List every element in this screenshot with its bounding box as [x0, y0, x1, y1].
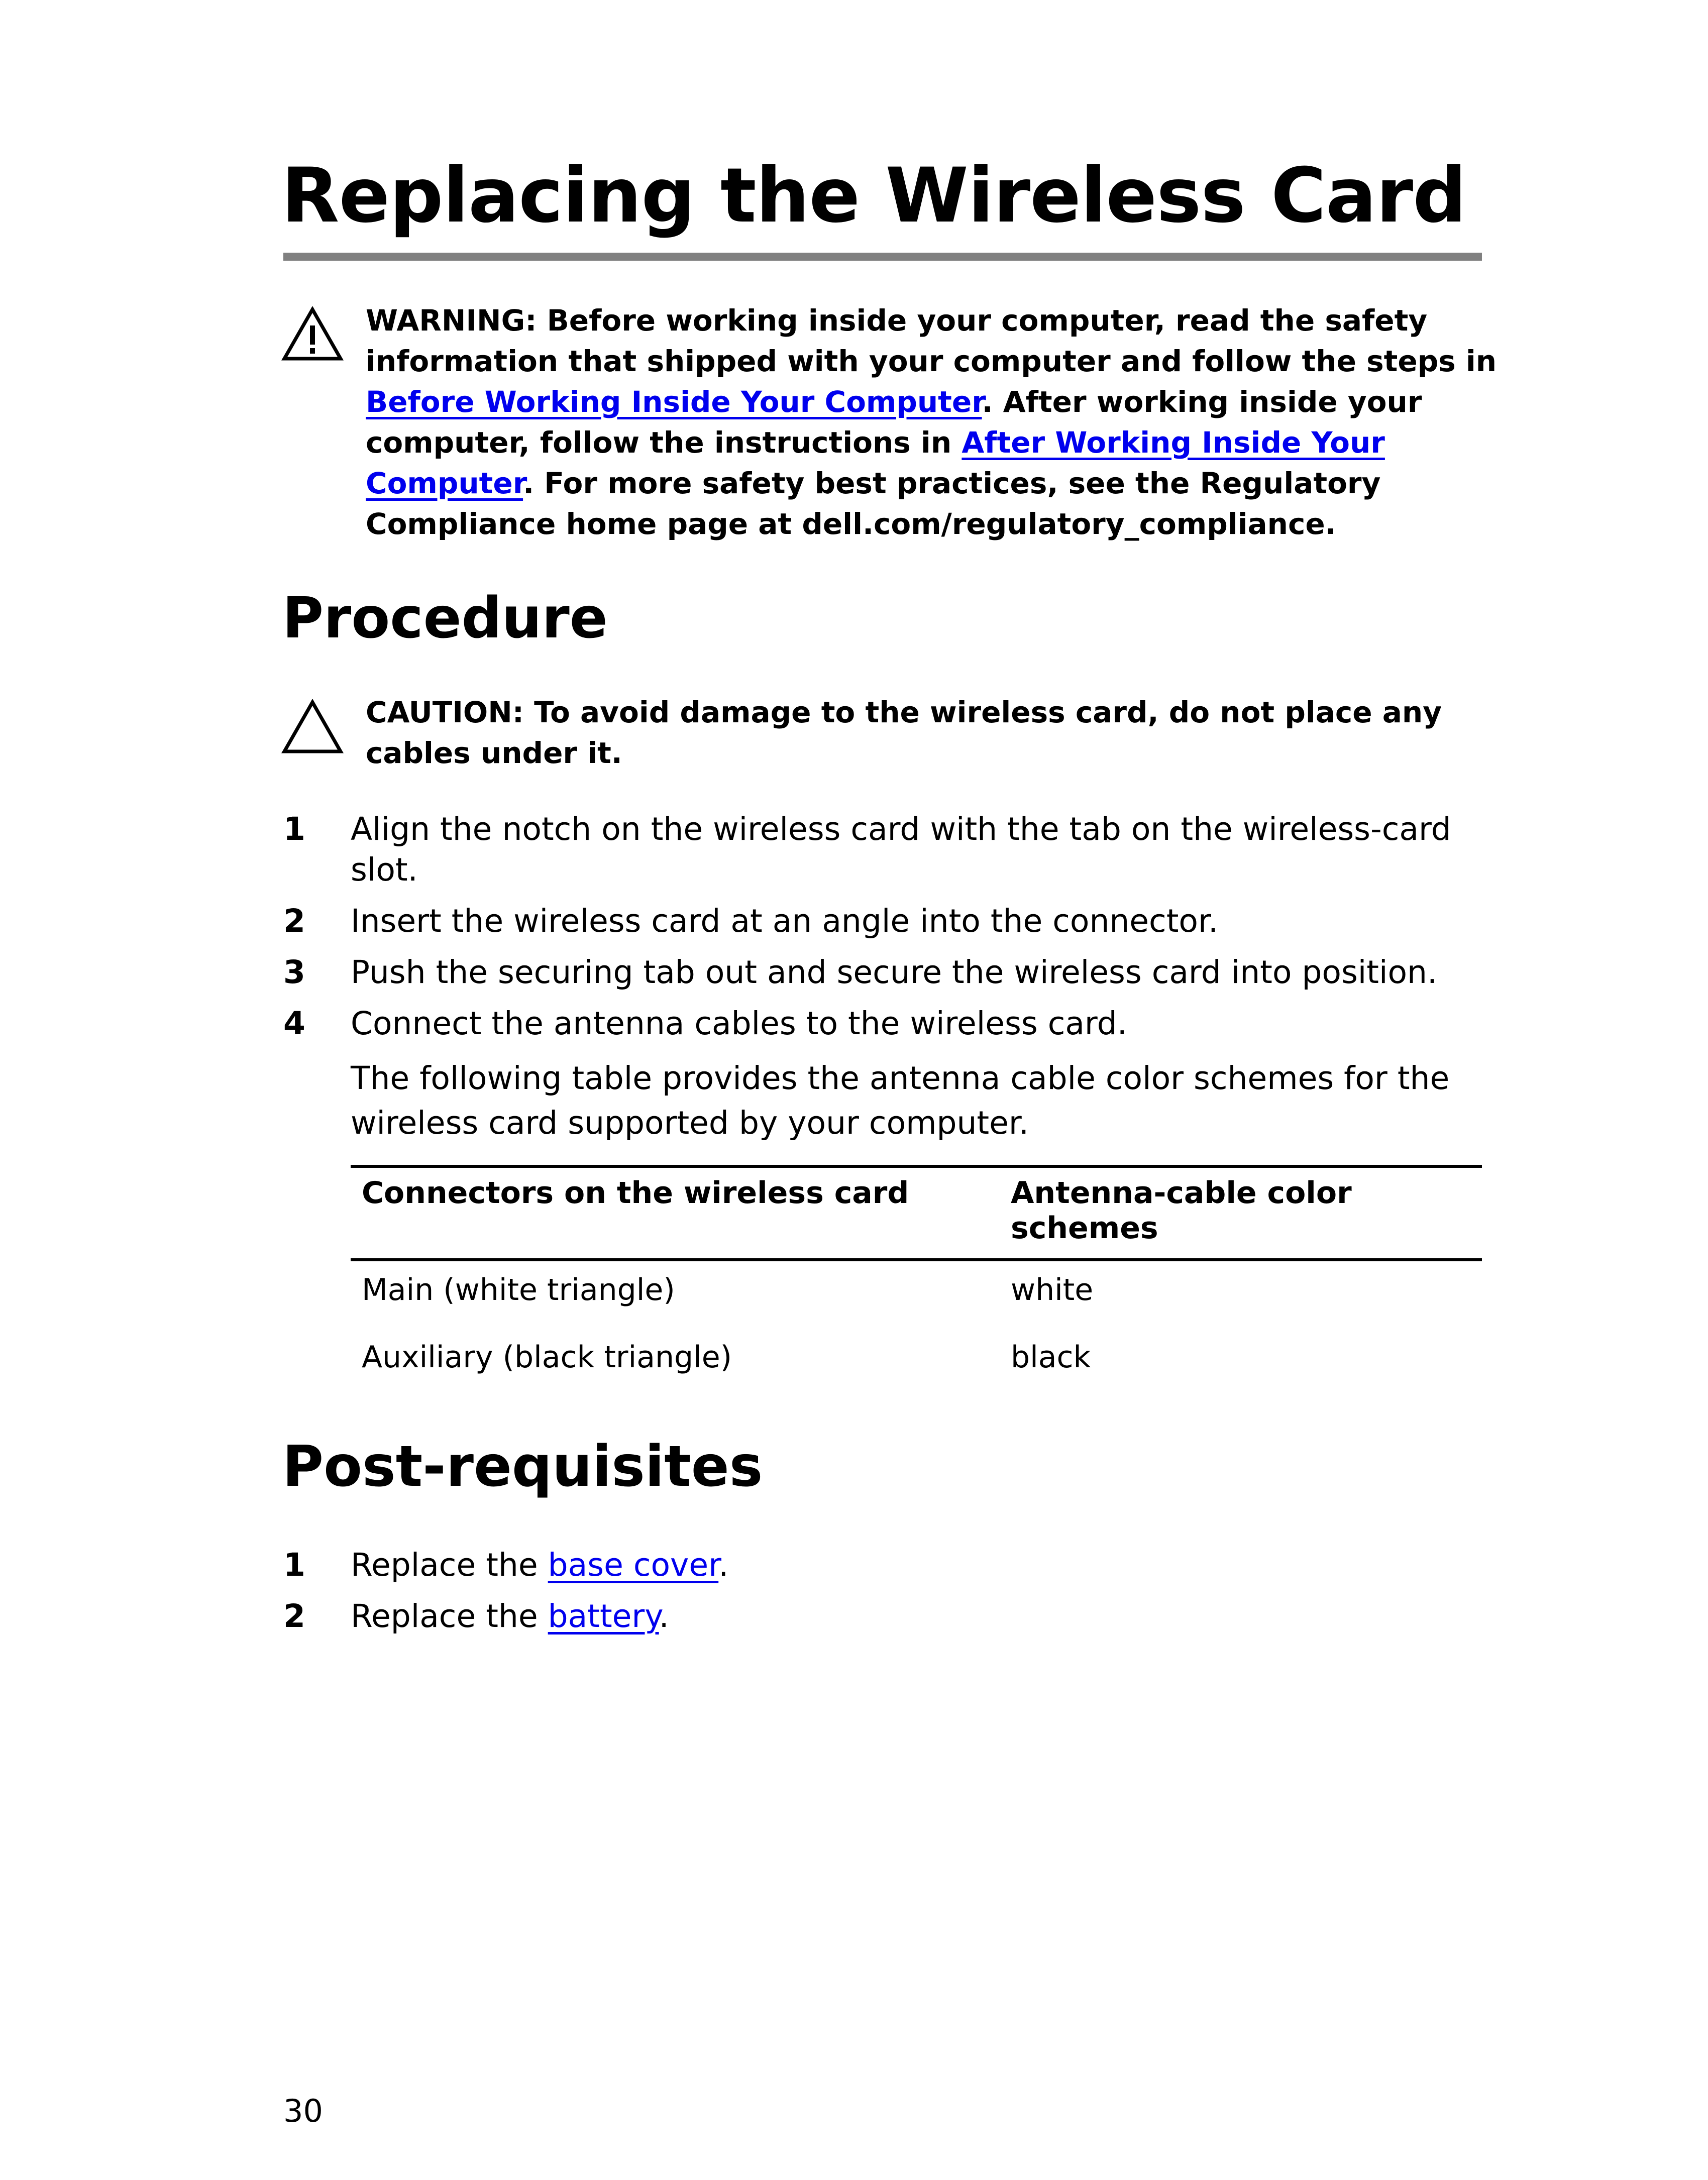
step-text: Align the notch on the wireless card with the tab on the wireless-card slot.: [351, 811, 1451, 888]
table-intro-text: The following table provides the antenna cable color schemes for the wireless card supported by your computer.: [351, 1060, 1450, 1141]
step-number: 2: [283, 903, 305, 939]
warning-text-prefix: WARNING: Before working inside your computer, read the safety information that shipped with your computer and follow the steps in: [366, 303, 1497, 378]
step-number: 1: [283, 811, 305, 847]
warning-text-middle: . After working inside your computer, follow the instructions in: [366, 385, 1422, 460]
step-text: [351, 1545, 1489, 1585]
step-text-suffix: .: [718, 1547, 729, 1583]
table-cell-color: black: [1011, 1340, 1091, 1375]
step-number: 4: [283, 1005, 305, 1042]
warning-text: [366, 300, 1521, 544]
warning-text-suffix: . For more safety best practices, see the Regulatory Compliance home page at dell.com/regulatory_compliance.: [366, 466, 1381, 541]
step-number: 3: [283, 954, 305, 991]
table-cell-connector: Main (white triangle): [362, 1272, 675, 1307]
list-item: [283, 952, 1489, 993]
step-text-prefix: Replace the: [351, 1547, 548, 1583]
step-number: 1: [283, 1547, 305, 1583]
table-cell-connector: Auxiliary (black triangle): [362, 1340, 732, 1375]
table-top-border: [351, 1165, 1482, 1168]
table-header-color-schemes: Antenna-cable color schemes: [1011, 1175, 1352, 1246]
table-cell-color: white: [1011, 1272, 1094, 1307]
after-working-link[interactable]: After Working Inside Your Computer: [366, 425, 1385, 500]
step-text: Connect the antenna cables to the wireless card.: [351, 1005, 1127, 1042]
list-item: [283, 901, 1489, 941]
caution-notice: [281, 692, 1497, 778]
list-item: [283, 809, 1489, 890]
before-working-link[interactable]: Before Working Inside Your Computer: [366, 385, 982, 419]
warning-icon: [281, 306, 344, 362]
page-title: Replacing the Wireless Card: [281, 152, 1466, 240]
postrequisites-heading: Post-requisites: [282, 1434, 763, 1499]
battery-link[interactable]: battery: [548, 1598, 659, 1634]
step-text-suffix: .: [659, 1598, 669, 1634]
procedure-steps: [283, 809, 1489, 1054]
step-text: Push the securing tab out and secure the wireless card into position.: [351, 954, 1438, 991]
table-header-connectors: Connectors on the wireless card: [362, 1175, 909, 1211]
list-item: [283, 1003, 1489, 1044]
list-item: [283, 1596, 1489, 1637]
postrequisite-steps: [283, 1545, 1489, 1647]
caution-icon: [281, 699, 344, 754]
base-cover-link[interactable]: base cover: [548, 1547, 719, 1583]
table-header-border: [351, 1258, 1482, 1261]
step-number: 2: [283, 1598, 305, 1634]
step-text: Insert the wireless card at an angle into the connector.: [351, 903, 1219, 939]
warning-notice: [281, 300, 1497, 552]
list-item: [283, 1545, 1489, 1585]
page-number: 30: [283, 2093, 323, 2129]
title-underline: [283, 253, 1482, 261]
procedure-heading: Procedure: [282, 586, 608, 651]
step-text: [351, 1596, 1489, 1637]
caution-text: CAUTION: To avoid damage to the wireless card, do not place any cables under it.: [366, 695, 1442, 770]
step-text-prefix: Replace the: [351, 1598, 548, 1634]
